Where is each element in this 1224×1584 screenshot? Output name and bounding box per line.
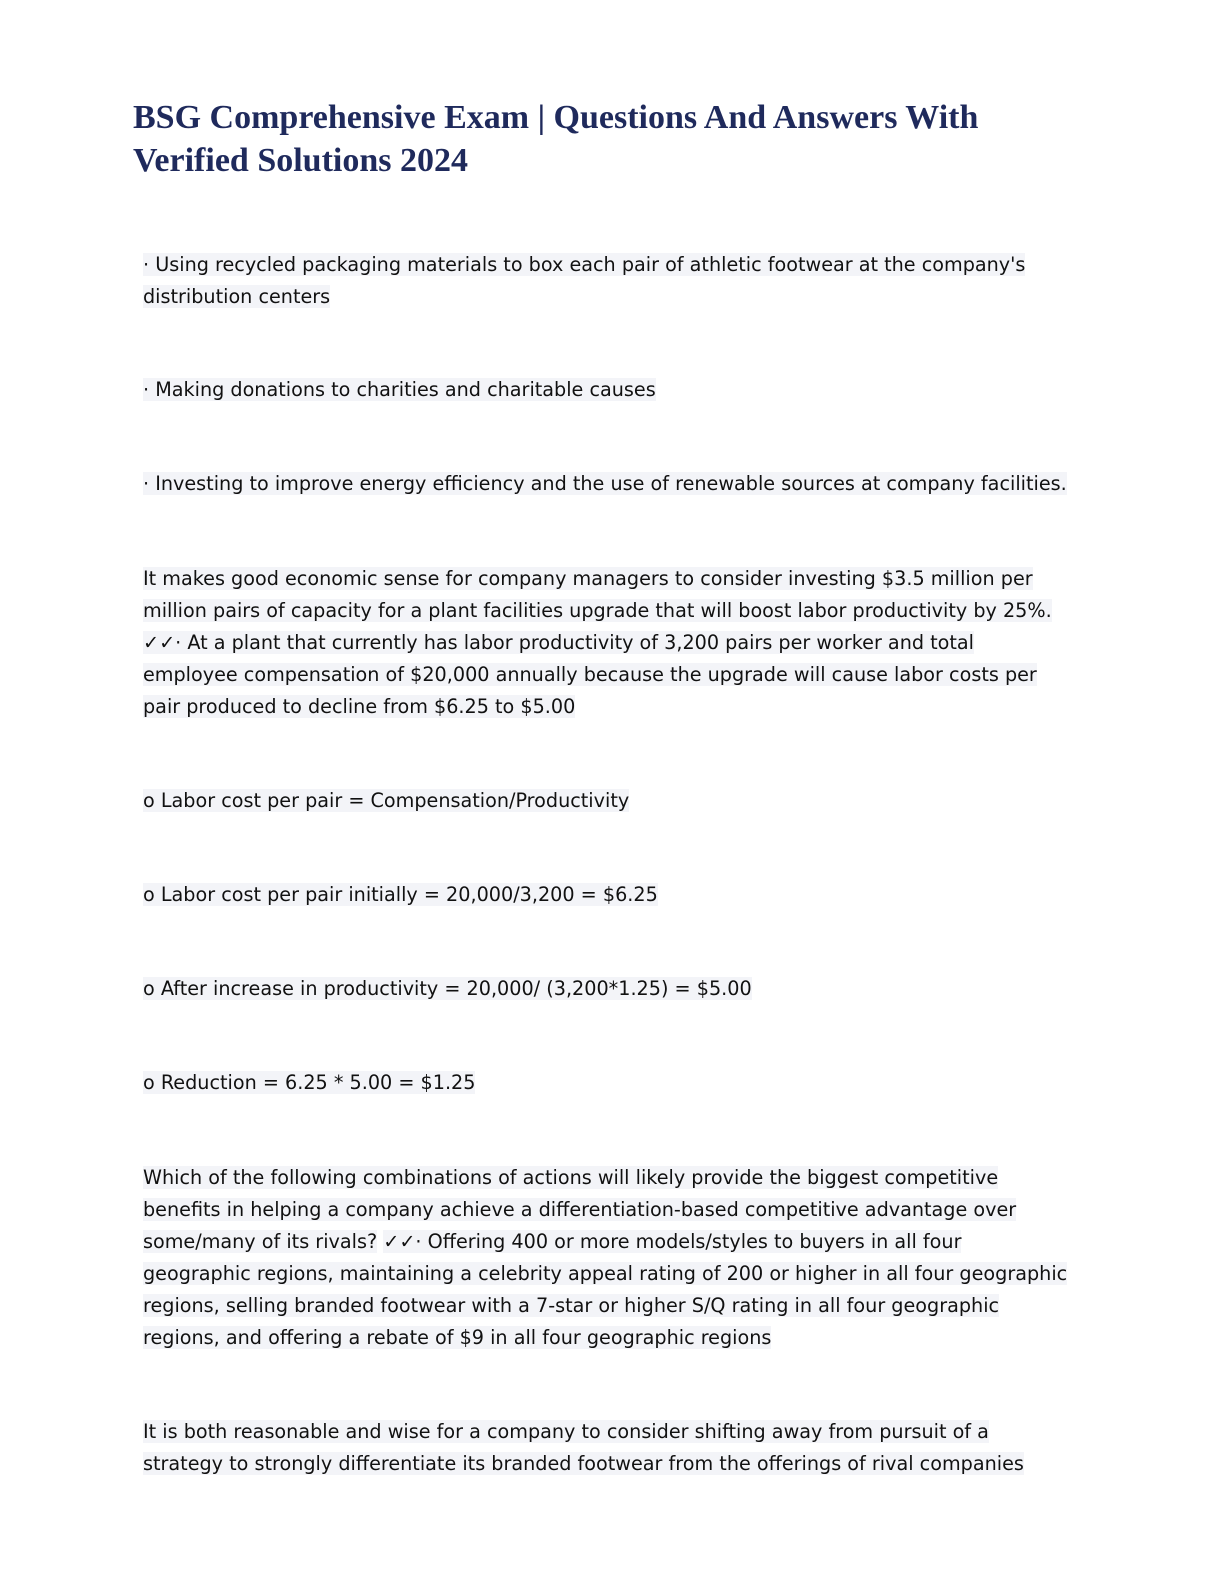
- title-line-1: BSG Comprehensive Exam | Questions And Answers With: [133, 99, 979, 136]
- paragraph-text: · Making donations to charities and charitable causes: [143, 378, 656, 401]
- paragraph-strategy-shift: [143, 1416, 1073, 1480]
- answer-text: · Offering 400 or more models/styles to buyers in all four geographic regions, maintaining a celebrity appeal rating of 200 or higher in all four geographic regions, selling branded footwear with a 7-star or higher S/Q rating in all four geographic regions, and offering a rebate of $9 in all four geographic regions: [143, 1230, 1068, 1349]
- paragraph-text: o Labor cost per pair initially = 20,000/3,200 = $6.25: [143, 883, 658, 906]
- paragraph-text: o Labor cost per pair = Compensation/Productivity: [143, 789, 630, 812]
- formula-initial-cost: [143, 879, 1073, 911]
- formula-reduction: [143, 1067, 1073, 1099]
- question-differentiation: [143, 1162, 1073, 1354]
- paragraph-donations: [143, 374, 1073, 406]
- title-line-2: Verified Solutions 2024: [133, 142, 469, 179]
- formula-labor-cost: [143, 785, 1073, 817]
- paragraph-recycled-packaging: [143, 249, 1073, 313]
- paragraph-text: · Investing to improve energy efficiency and the use of renewable sources at company facilities.: [143, 472, 1067, 495]
- formula-after-increase: [143, 973, 1073, 1005]
- question-text: Which of the following combinations of actions will likely provide the biggest competitive benefits in helping a company achieve a differentiation-based competitive advantage over some/many of its rivals?: [143, 1166, 1017, 1253]
- paragraph-energy-efficiency: [143, 468, 1073, 500]
- paragraph-text: · Using recycled packaging materials to box each pair of athletic footwear at the company's distribution centers: [143, 253, 1026, 308]
- paragraph-text: It is both reasonable and wise for a company to consider shifting away from pursuit of a strategy to strongly differentiate its branded footwear from the offerings of rival companies: [143, 1420, 1024, 1475]
- answer-text: · At a plant that currently has labor productivity of 3,200 pairs per worker and total employee compensation of $20,000 annually because the upgrade will cause labor costs per pair produced to decline from $6.25 to $5.00: [143, 631, 1037, 718]
- check-mark-icon: ✓✓: [143, 631, 176, 654]
- question-text: It makes good economic sense for company managers to consider investing $3.5 million per million pairs of capacity for a plant facilities upgrade that will boost labor productivity by 25%.: [143, 567, 1052, 622]
- paragraph-text: o After increase in productivity = 20,000/ (3,200*1.25) = $5.00: [143, 977, 752, 1000]
- document-title: [133, 96, 1093, 182]
- check-mark-icon: ✓✓: [383, 1230, 416, 1253]
- paragraph-text: o Reduction = 6.25 * 5.00 = $1.25: [143, 1071, 476, 1094]
- question-facilities-upgrade: [143, 563, 1073, 723]
